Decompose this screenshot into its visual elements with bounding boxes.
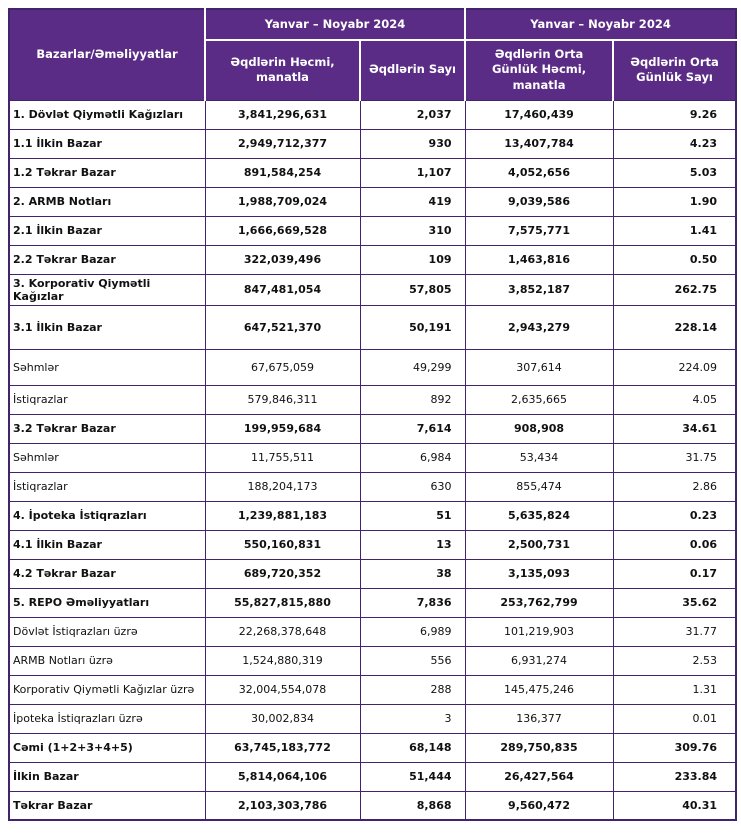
- cell-deal-volume: 22,268,378,648: [205, 617, 360, 646]
- table-row: [9, 245, 736, 274]
- cell-deal-volume: 5,814,064,106: [205, 762, 360, 791]
- row-label: İpoteka İstiqrazları üzrə: [9, 704, 205, 733]
- table-row: [9, 530, 736, 559]
- cell-deal-volume: 647,521,370: [205, 305, 360, 349]
- cell-avg-daily-count: 4.05: [613, 385, 736, 414]
- cell-deal-volume: 891,584,254: [205, 158, 360, 187]
- header-deal-volume: Əqdlərin Həcmi, manatla: [205, 40, 360, 100]
- row-label: 4.1 İlkin Bazar: [9, 530, 205, 559]
- cell-avg-daily-count: 34.61: [613, 414, 736, 443]
- cell-avg-daily-volume: 9,560,472: [465, 791, 613, 820]
- table-body: [9, 100, 736, 820]
- cell-deal-volume: 3,841,296,631: [205, 100, 360, 129]
- row-label: İlkin Bazar: [9, 762, 205, 791]
- cell-avg-daily-volume: 908,908: [465, 414, 613, 443]
- row-label: Dövlət İstiqrazları üzrə: [9, 617, 205, 646]
- table-row: [9, 305, 736, 349]
- cell-deal-count: 419: [360, 187, 465, 216]
- table-row: [9, 385, 736, 414]
- header-markets-operations: Bazarlar/Əməliyyatlar: [9, 9, 205, 100]
- table-row: [9, 216, 736, 245]
- row-label: 4. İpoteka İstiqrazları: [9, 501, 205, 530]
- cell-avg-daily-count: 224.09: [613, 349, 736, 385]
- table-row: [9, 791, 736, 820]
- cell-avg-daily-count: 31.75: [613, 443, 736, 472]
- cell-avg-daily-count: 35.62: [613, 588, 736, 617]
- header-period-row: [9, 9, 736, 40]
- cell-deal-volume: 11,755,511: [205, 443, 360, 472]
- cell-avg-daily-count: 262.75: [613, 274, 736, 305]
- cell-avg-daily-count: 0.17: [613, 559, 736, 588]
- cell-deal-volume: 1,666,669,528: [205, 216, 360, 245]
- cell-avg-daily-count: 228.14: [613, 305, 736, 349]
- table-row: [9, 349, 736, 385]
- cell-deal-volume: 67,675,059: [205, 349, 360, 385]
- cell-avg-daily-volume: 136,377: [465, 704, 613, 733]
- cell-avg-daily-count: 0.50: [613, 245, 736, 274]
- header-avg-daily-volume: Əqdlərin Orta Günlük Həcmi, manatla: [465, 40, 613, 100]
- table-row: [9, 559, 736, 588]
- cell-deal-volume: 199,959,684: [205, 414, 360, 443]
- cell-avg-daily-volume: 307,614: [465, 349, 613, 385]
- row-label: İstiqrazlar: [9, 385, 205, 414]
- cell-avg-daily-volume: 145,475,246: [465, 675, 613, 704]
- cell-avg-daily-count: 0.23: [613, 501, 736, 530]
- cell-deal-count: 6,984: [360, 443, 465, 472]
- row-label: Təkrar Bazar: [9, 791, 205, 820]
- cell-deal-count: 6,989: [360, 617, 465, 646]
- cell-avg-daily-count: 2.53: [613, 646, 736, 675]
- row-label: 5. REPO Əməliyyatları: [9, 588, 205, 617]
- cell-avg-daily-volume: 17,460,439: [465, 100, 613, 129]
- row-label: 3. Korporativ Qiymətli Kağızlar: [9, 274, 205, 305]
- cell-avg-daily-volume: 5,635,824: [465, 501, 613, 530]
- cell-deal-volume: 1,239,881,183: [205, 501, 360, 530]
- cell-deal-count: 7,836: [360, 588, 465, 617]
- cell-avg-daily-count: 0.06: [613, 530, 736, 559]
- cell-avg-daily-volume: 9,039,586: [465, 187, 613, 216]
- cell-avg-daily-volume: 253,762,799: [465, 588, 613, 617]
- table-row: [9, 129, 736, 158]
- row-label: 1.1 İlkin Bazar: [9, 129, 205, 158]
- cell-deal-count: 68,148: [360, 733, 465, 762]
- cell-deal-count: 310: [360, 216, 465, 245]
- cell-deal-volume: 689,720,352: [205, 559, 360, 588]
- cell-deal-count: 13: [360, 530, 465, 559]
- cell-avg-daily-volume: 53,434: [465, 443, 613, 472]
- cell-avg-daily-volume: 3,852,187: [465, 274, 613, 305]
- cell-avg-daily-volume: 13,407,784: [465, 129, 613, 158]
- cell-deal-volume: 579,846,311: [205, 385, 360, 414]
- cell-deal-volume: 55,827,815,880: [205, 588, 360, 617]
- table-row: [9, 704, 736, 733]
- cell-deal-count: 8,868: [360, 791, 465, 820]
- table-row: [9, 472, 736, 501]
- table-header: [9, 9, 736, 100]
- cell-deal-count: 930: [360, 129, 465, 158]
- cell-avg-daily-volume: 2,500,731: [465, 530, 613, 559]
- row-label: Korporativ Qiymətli Kağızlar üzrə: [9, 675, 205, 704]
- cell-deal-volume: 30,002,834: [205, 704, 360, 733]
- cell-avg-daily-count: 5.03: [613, 158, 736, 187]
- securities-market-statistics-table: [8, 8, 737, 821]
- cell-avg-daily-volume: 4,052,656: [465, 158, 613, 187]
- cell-avg-daily-volume: 3,135,093: [465, 559, 613, 588]
- table-row: [9, 617, 736, 646]
- cell-deal-count: 892: [360, 385, 465, 414]
- cell-avg-daily-count: 4.23: [613, 129, 736, 158]
- cell-avg-daily-count: 40.31: [613, 791, 736, 820]
- cell-deal-volume: 2,949,712,377: [205, 129, 360, 158]
- table-row: [9, 733, 736, 762]
- cell-deal-count: 556: [360, 646, 465, 675]
- cell-avg-daily-count: 1.41: [613, 216, 736, 245]
- cell-deal-count: 38: [360, 559, 465, 588]
- table-row: [9, 501, 736, 530]
- cell-avg-daily-count: 309.76: [613, 733, 736, 762]
- cell-avg-daily-count: 0.01: [613, 704, 736, 733]
- cell-avg-daily-volume: 7,575,771: [465, 216, 613, 245]
- row-label: 2.2 Təkrar Bazar: [9, 245, 205, 274]
- cell-deal-volume: 550,160,831: [205, 530, 360, 559]
- table-row: [9, 274, 736, 305]
- row-label: 2.1 İlkin Bazar: [9, 216, 205, 245]
- row-label: 4.2 Təkrar Bazar: [9, 559, 205, 588]
- cell-deal-count: 288: [360, 675, 465, 704]
- cell-deal-volume: 32,004,554,078: [205, 675, 360, 704]
- cell-deal-count: 51: [360, 501, 465, 530]
- cell-deal-count: 2,037: [360, 100, 465, 129]
- table-row: [9, 443, 736, 472]
- cell-deal-count: 7,614: [360, 414, 465, 443]
- row-label: Cəmi (1+2+3+4+5): [9, 733, 205, 762]
- row-label: İstiqrazlar: [9, 472, 205, 501]
- cell-deal-count: 109: [360, 245, 465, 274]
- cell-deal-volume: 188,204,173: [205, 472, 360, 501]
- row-label: ARMB Notları üzrə: [9, 646, 205, 675]
- cell-deal-count: 3: [360, 704, 465, 733]
- cell-avg-daily-volume: 6,931,274: [465, 646, 613, 675]
- table-row: [9, 158, 736, 187]
- header-period-group-1: Yanvar – Noyabr 2024: [205, 9, 465, 40]
- cell-deal-count: 57,805: [360, 274, 465, 305]
- header-deal-count: Əqdlərin Sayı: [360, 40, 465, 100]
- cell-avg-daily-count: 1.90: [613, 187, 736, 216]
- table-row: [9, 187, 736, 216]
- cell-deal-count: 630: [360, 472, 465, 501]
- cell-avg-daily-volume: 26,427,564: [465, 762, 613, 791]
- cell-avg-daily-volume: 1,463,816: [465, 245, 613, 274]
- cell-avg-daily-count: 9.26: [613, 100, 736, 129]
- row-label: Səhmlər: [9, 443, 205, 472]
- table-row: [9, 675, 736, 704]
- cell-avg-daily-volume: 289,750,835: [465, 733, 613, 762]
- cell-deal-count: 49,299: [360, 349, 465, 385]
- cell-avg-daily-volume: 855,474: [465, 472, 613, 501]
- row-label: Səhmlər: [9, 349, 205, 385]
- cell-avg-daily-volume: 2,635,665: [465, 385, 613, 414]
- cell-avg-daily-volume: 101,219,903: [465, 617, 613, 646]
- cell-deal-count: 51,444: [360, 762, 465, 791]
- row-label: 3.1 İlkin Bazar: [9, 305, 205, 349]
- table-row: [9, 100, 736, 129]
- cell-deal-volume: 2,103,303,786: [205, 791, 360, 820]
- table-row: [9, 762, 736, 791]
- cell-avg-daily-count: 233.84: [613, 762, 736, 791]
- table-row: [9, 588, 736, 617]
- row-label: 2. ARMB Notları: [9, 187, 205, 216]
- cell-deal-volume: 322,039,496: [205, 245, 360, 274]
- cell-avg-daily-count: 1.31: [613, 675, 736, 704]
- header-avg-daily-count: Əqdlərin Orta Günlük Sayı: [613, 40, 736, 100]
- cell-deal-volume: 63,745,183,772: [205, 733, 360, 762]
- cell-avg-daily-count: 2.86: [613, 472, 736, 501]
- table-row: [9, 414, 736, 443]
- row-label: 1. Dövlət Qiymətli Kağızları: [9, 100, 205, 129]
- cell-avg-daily-count: 31.77: [613, 617, 736, 646]
- cell-deal-volume: 1,524,880,319: [205, 646, 360, 675]
- cell-deal-count: 50,191: [360, 305, 465, 349]
- row-label: 1.2 Təkrar Bazar: [9, 158, 205, 187]
- cell-deal-count: 1,107: [360, 158, 465, 187]
- header-period-group-2: Yanvar – Noyabr 2024: [465, 9, 736, 40]
- table-row: [9, 646, 736, 675]
- cell-avg-daily-volume: 2,943,279: [465, 305, 613, 349]
- row-label: 3.2 Təkrar Bazar: [9, 414, 205, 443]
- cell-deal-volume: 1,988,709,024: [205, 187, 360, 216]
- cell-deal-volume: 847,481,054: [205, 274, 360, 305]
